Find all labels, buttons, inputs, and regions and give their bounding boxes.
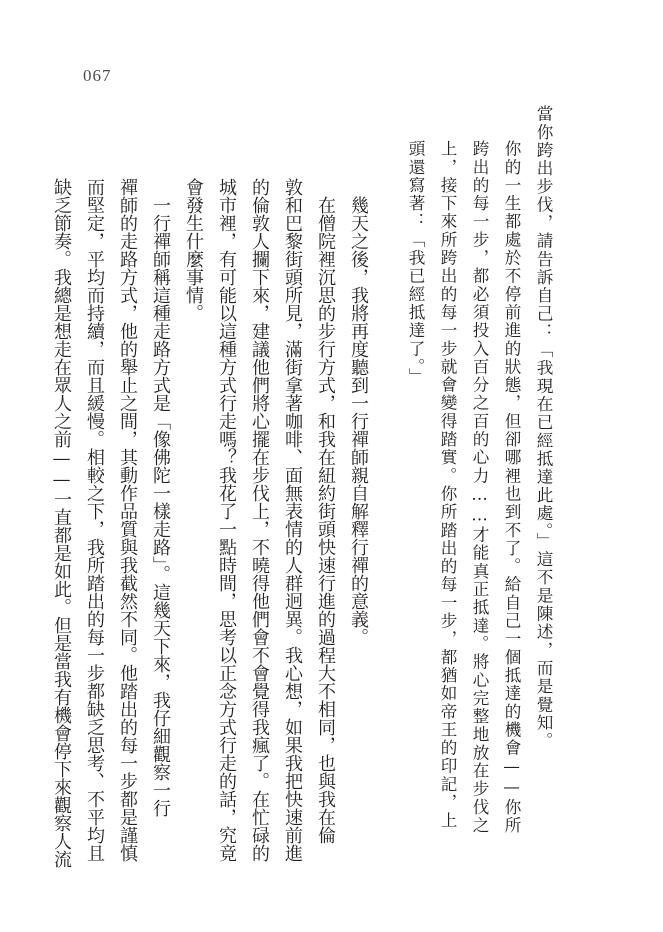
body-line-9: 而堅定，平均而持續，而且緩慢。相較之下，我所踏出的每一步都缺乏思考、不平均且	[84, 178, 105, 862]
body-line-6: 會發生什麼事情。	[183, 178, 204, 322]
body-line-8: 禪師的走路方式，他的舉止之間，其動作品質與我截然不同。他踏出的每一步都是謹慎	[117, 178, 138, 862]
body-line-1: 幾天之後，我將再度聽到一行禪師親自解釋行禪的意義。	[348, 196, 369, 646]
body-line-4: 的倫敦人攔下來，建議他們將心擺在步伐上，不曉得他們會不會覺得我瘋了。在忙碌的	[249, 178, 270, 862]
quote-line-1: 當你跨出步伐，請告訴自己：「我現在已經抵達此處。」這不是陳述，而是覺知。	[534, 105, 553, 751]
body-line-2: 在僧院裡沉思的步行方式，和我在紐約街頭快速行進的過程大不相同，也與我在倫	[315, 196, 336, 844]
quote-line-4: 上，接下來所跨出的每一步就會變得踏實。你所踏出的每一步，都猶如帝王的印記，上	[438, 140, 457, 830]
quote-line-3: 跨出的每一步，都必須投入百分之百的心力……才能真正抵達。將心完整地放在步伐之	[470, 140, 489, 835]
body-line-7: 一行禪師稱這種走路方式是「像佛陀一樣走路」。這幾天下來，我仔細觀察一行	[150, 196, 171, 817]
quote-line-5: 頭還寫著：「我已經抵達了。」	[406, 140, 425, 386]
body-line-3: 敦和巴黎街頭所見，滿街拿著咖啡、面無表情的人群迥異。我心想，如果我把快速前進	[282, 178, 303, 862]
body-line-10: 缺乏節奏。我總是想走在眾人之前——一直都是如此。但是當我有機會停下來觀察人流	[51, 178, 72, 868]
body-line-5: 城市裡，有可能以這種方式行走嗎？我花了一點時間，思考以正念方式行走的話，究竟	[216, 178, 237, 862]
page-number: 067	[83, 66, 112, 85]
quote-line-2: 你的一生都處於不停前進的狀態，但卻哪裡也到不了。給自己一個抵達的機會——你所	[502, 140, 521, 835]
